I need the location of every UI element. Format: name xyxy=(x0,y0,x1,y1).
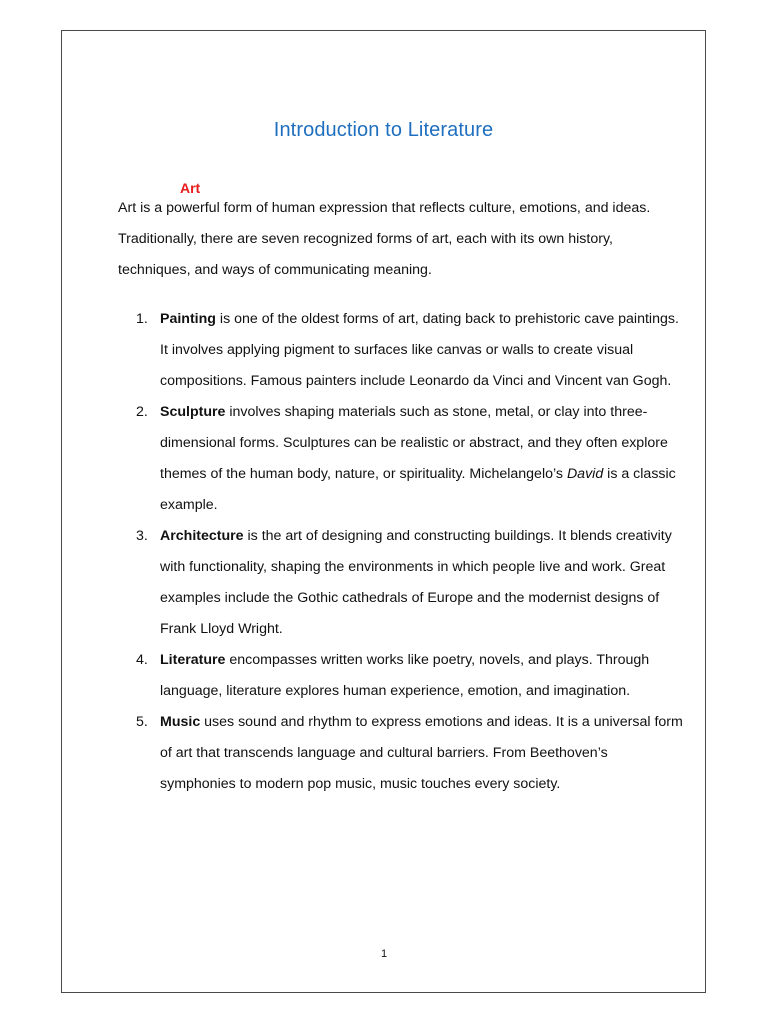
intro-paragraph: Art is a powerful form of human expression that reflects culture, emotions, and ideas. Traditionally, there are seven recognized forms of art, each with its own history, techniques, and ways of communicating meaning. xyxy=(118,200,651,278)
list-text: is the art of designing and constructing buildings. It blends creativity with functionality, shaping the environments in which people live and work. Great examples include the Gothic cathedrals of Europe and the modernist designs of Frank Lloyd Wright. xyxy=(160,528,672,637)
list-term: Literature xyxy=(160,652,226,668)
list-term: Sculpture xyxy=(160,404,226,420)
list-text: is one of the oldest forms of art, dating back to prehistoric cave paintings. It involves applying pigment to surfaces like canvas or walls to create visual compositions. Famous painters include Leonardo da Vinci and Vincent van Gogh. xyxy=(160,311,679,389)
list-item-painting xyxy=(118,304,683,397)
list-item-literature xyxy=(118,645,683,707)
list-number: 2. xyxy=(136,404,148,420)
page-number: 1 xyxy=(380,948,388,960)
list-term: Painting xyxy=(160,311,216,327)
list-text: involves shaping materials such as stone, metal, or clay into three-dimensional forms. Sculptures can be realistic or abstract, and they often explore themes of the human body, nature, or spirituality. Michelangelo’s xyxy=(160,404,668,482)
list-term: Music xyxy=(160,714,201,730)
list-number: 4. xyxy=(136,652,148,668)
list-item-sculpture xyxy=(118,397,683,521)
document-title: Introduction to Literature xyxy=(273,119,494,141)
list-item-music xyxy=(118,707,683,800)
list-number: 5. xyxy=(136,714,148,730)
list-number: 3. xyxy=(136,528,148,544)
list-number: 1. xyxy=(136,311,148,327)
list-text: encompasses written works like poetry, novels, and plays. Through language, literature explores human experience, emotion, and imagination. xyxy=(160,652,650,699)
list-text: uses sound and rhythm to express emotions and ideas. It is a universal form of art that transcends language and cultural barriers. From Beethoven’s symphonies to modern pop music, music touches every society. xyxy=(160,714,683,792)
list-text-after: is a classic example. xyxy=(160,466,676,513)
list-italic-title: David xyxy=(566,466,604,482)
art-forms-list xyxy=(118,304,683,800)
section-heading-art: Art xyxy=(180,180,201,196)
list-term: Architecture xyxy=(160,528,244,544)
list-item-architecture xyxy=(118,521,683,645)
